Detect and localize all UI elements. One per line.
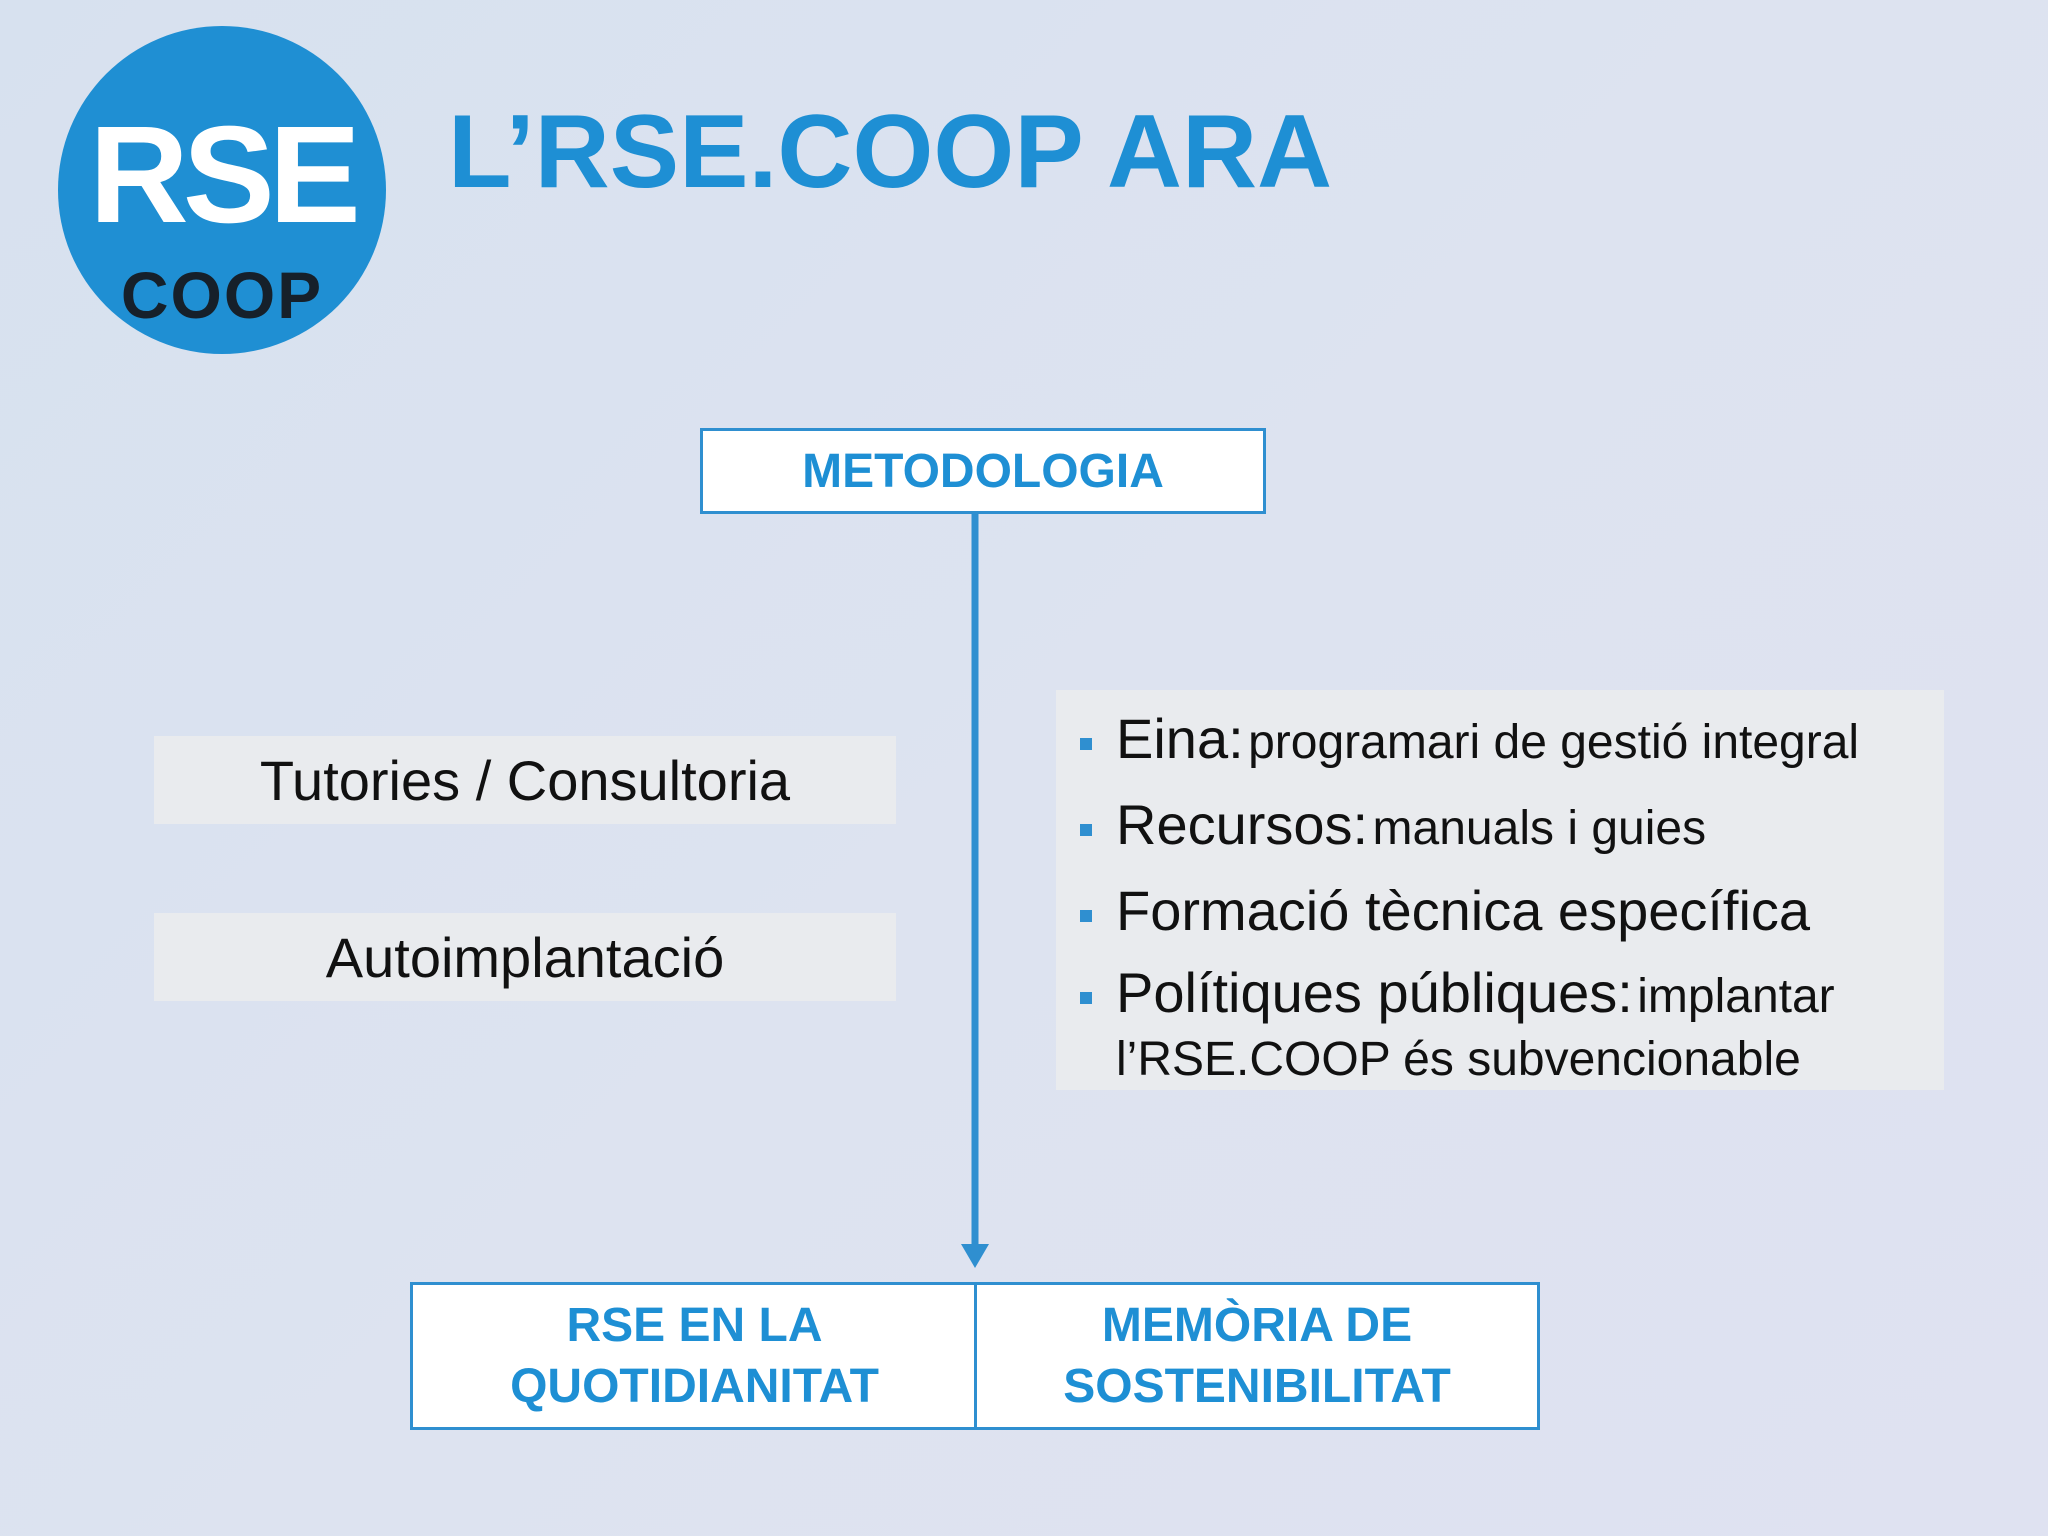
tutories-box: Tutories / Consultoria [154,736,896,824]
bullet-rest: implantar [1637,970,1835,1023]
bullet-key: Formació tècnica específica [1116,879,1811,942]
arrow-head [961,1244,989,1268]
rse-coop-logo [58,26,386,354]
page-title: L’RSE.COOP ARA [448,94,1333,210]
bullet-key: Polítiques públiques: [1116,961,1633,1024]
rse-quotidianitat-line1: RSE EN LA [566,1298,823,1352]
bullet-rest: manuals i guies [1372,802,1707,855]
bullet-item-formacio [1056,878,1944,944]
memoria-sostenibilitat-line2: SOSTENIBILITAT [1063,1360,1451,1413]
bullet-continuation: l’RSE.COOP és subvencionable [1116,1033,1801,1086]
logo-bottom-text: COOP [120,258,324,332]
bullet-key: Recursos: [1116,793,1369,856]
bullet-square-icon [1080,992,1092,1004]
memoria-sostenibilitat-box [974,1282,1540,1430]
rse-quotidianitat-box [410,1282,976,1430]
bullets-box [1056,690,1944,1090]
autoimplantacio-box: Autoimplantació [154,913,896,1001]
bullet-rest: programari de gestió integral [1248,716,1860,769]
bullet-square-icon [1080,910,1092,922]
rse-quotidianitat-line2: QUOTIDIANITAT [510,1360,879,1413]
metodologia-box: METODOLOGIA [700,428,1266,514]
logo-top-text: RSE [89,98,355,252]
bullet-square-icon [1080,824,1092,836]
bullet-square-icon [1080,738,1092,750]
bullet-item-recursos [1056,792,1944,862]
bullet-key: Eina: [1116,707,1244,770]
memoria-sostenibilitat-line1: MEMÒRIA DE [1101,1298,1413,1352]
logo-graphic [58,26,386,354]
bullet-item-eina [1056,706,1944,776]
bullet-item-politiques [1056,960,1944,1090]
